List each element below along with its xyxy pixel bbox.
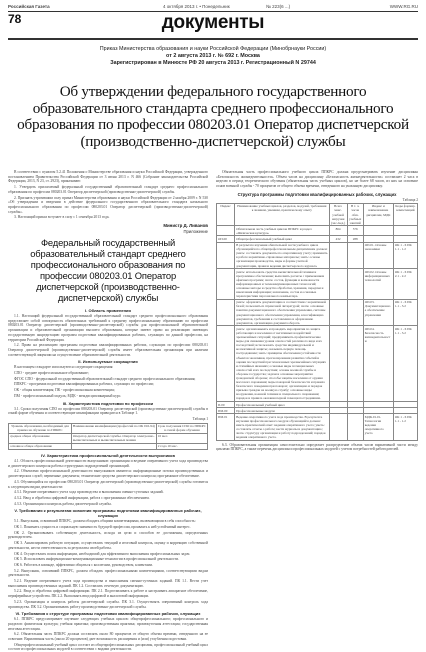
table-cell [363,226,393,236]
table-cell [217,242,235,269]
table-cell: П.00 [217,402,235,408]
table-cell [347,269,363,300]
table-1 [8,423,208,450]
paragraph: 4.3.1. Ведение оперативного учета хода производства и выполнения сменно-суточных заданий. [14,490,164,495]
table-cell [217,299,235,326]
paragraph: 4.3.2. Ввод и обработка цифровой информации, работа с программным обеспечением. [14,495,150,500]
table-row [217,226,418,236]
paragraph: 3.1. Сроки получения СПО по профессии 080203.01 Оператор диспетчерской (производственно-диспетчерской) службы в очной форме обучения и соответствующие квалификации приводятся в Таблице 1. [8,406,208,416]
right-column [216,170,418,594]
section-rule [8,38,418,40]
table-cell [329,269,347,300]
table-header-cell: Наименование учебных циклов, разделов, модулей, требования к знаниям, умениям, практическому опыту [235,203,329,225]
paragraph: Общепрофессиональный учебный цикл состоит из общепрофессиональных дисциплин, профессиональный учебный цикл состоит из профессиональных модулей в соответствии с видами деятельности. [8,642,208,652]
table-row [217,414,418,441]
table-row [217,242,418,269]
document-headline: Об утверждении федерального государственного образовательного стандарта среднего профессионального образования по профессии 080203.01 Оператор диспетчерской (производственно-диспетчерской) службы [17,83,409,150]
section-heading: III. Характеристика подготовки по профессии [62,400,154,406]
section-heading: II. Используемые сокращения [78,359,138,365]
paragraph: 4.3. Обучающийся по профессии 080203.01 Оператор диспетчерской (производственно-диспетчерской) службы готовится к следующим видам деятельности: [8,479,208,489]
right-tail-text [216,443,418,452]
table-cell [329,242,347,269]
paragraph: 5.2.1. Ведение оперативного учета хода производства и выполнения сменно-суточных заданий. ПК 1.1. Вести учет выполнения производственных заданий. ПК 1.2. Составлять отчетную документацию. [8,579,208,588]
table-row [217,326,418,402]
section-heading: V. Требования к результатам освоения программы подготовки квалифицированных рабочих, служащих [14,508,202,519]
table-cell: В результате изучения обязательной части учебного цикла обучающийся по общепрофессиональным дисциплинам должен: уметь: составлять документы по оперативному учету; применять в работе нормативно-справочные материалы; знать: основы организации производства, виды и формы учетной документации, правила ведения диспетчерского журнала. [236,243,328,268]
table-cell: 432 [329,236,347,242]
page-number: 78 [8,12,22,26]
minister-signature: Министр Д. Ливанов [163,223,208,229]
table-cell: Профессиональные модули [235,408,329,414]
table-cell: 864 [329,226,347,236]
table-cell: среднее общее образование [9,433,72,443]
table-cell: Оператор диспетчерской службы. Оператор электронно-вычислительных и вычислительных машин [72,434,155,443]
table-header-cell: Индекс [217,203,235,225]
table-cell: основное общее образование [9,443,72,449]
appendix-label [8,229,208,234]
paragraph: ОК 2. Организовывать собственную деятельность, исходя из цели и способов ее достижения, определенных руководителем. [8,530,208,540]
paragraph: ОК 4. Осуществлять поиск информации, необходимой для эффективного выполнения профессиональных задач. [14,551,191,556]
table2-title: Структура программы подготовки квалифицированных рабочих, служащих [237,191,397,197]
table-cell: 10 мес. [156,433,207,443]
table-cell [71,443,156,449]
paragraph: ФГОС СПО - федеральный государственный образовательный стандарт среднего профессионального образования; [14,376,196,381]
table-cell: 2 года 10 мес. [156,443,207,449]
paragraph: 2. Признать утратившим силу приказ Министерства образования и науки Российской Федерации от 2 ноября 2009 г. N 530 «Об утверждении и введении в действие федерального государственного образовательного стандарта начального профессионального образования по профессии 080203.01 Оператор диспетчерской (производственно-диспетчерской) службы». [8,195,208,214]
section-text [8,459,208,506]
table-row [217,299,418,326]
left-column [8,170,208,652]
standard-title: Федеральный государственный образовательный стандарт среднего профессионального образования по профессии 080203.01 Оператор диспетчерской (производственно-диспетчерской) службы [30,237,186,304]
appendix-title: Приложение [183,229,208,235]
paragraph: 5.1. Выпускник, освоивший ППКРС, должен обладать общими компетенциями, включающими в себя способность: [14,519,196,524]
section-heading: IV. Характеристика профессиональной деятельности выпускников [41,452,175,458]
table-cell [329,326,347,402]
table-cell: 576 [347,226,363,236]
paragraph: 5.2.2. Ввод и обработка цифровой информации. ПК 2.1. Подготавливать к работе и настраивать аппаратное обеспечение, периферийные устройства. ПК 2.2. Выполнять ввод цифровой и аналоговой информации. [8,589,208,599]
paragraph: В настоящем стандарте используются следующие сокращения: [14,365,114,370]
section-heading: VI. Требования к структуре программы подготовки квалифицированных рабочих, служащих [15,611,201,617]
table-cell [217,326,235,402]
section-text [8,314,208,357]
table-row [9,443,208,449]
table-cell [393,226,417,236]
order-block [40,46,386,67]
issue-number: № 223(6 ...) [266,4,291,9]
order-number: от 2 августа 2013 г. № 692 г. Москва [166,53,260,59]
paragraph: 4.2. Объектами профессиональной деятельности выпускников являются: информационные потоки производственных и диспетчерских служб; первичные документы; технические средства диспетчерского контроля; программное обеспечение. [8,469,208,479]
paragraph: 1.1. Настоящий федеральный государственный образовательный стандарт среднего профессионального образования представляет собой совокупность обязательных требований к среднему профессиональному образованию по профессии 080203.01 Оператор диспетчерской (производственно-диспетчерской) службы для профессиональной образовательной организации и образовательной организации высшего образования, которые имеют право на реализацию имеющих государственную аккредитацию программ подготовки квалифицированных рабочих, служащих по данной профессии, на территории Российской Федерации. [8,314,208,342]
paragraph: 4.3.3. Организация и контроль работы диспетчерской службы. [14,501,112,506]
table-cell: ОК 1 - 6 ПК 1.1 - 1.2 [393,242,417,269]
table-cell: МДК.01.01. Технология ведения оперативного учета [363,414,393,441]
paragraph: 6.2. Обязательная часть ППКРС должна составлять около 80 процентов от общего объема времени, отведенного на ее освоение. Вариативная часть (около 20 процентов) дает возможность расширения и (или) углубления подготовки. [8,632,208,642]
table1-caption: Таблица 1 [192,416,208,421]
table-header-cell: Всего макс. учебной нагрузки (час./нед.) [330,204,346,225]
paragraph: ОК 5. Использовать информационно-коммуникационные технологии в профессиональной деятельности. [14,557,180,562]
table-cell: 288 [347,236,363,242]
paragraph: 4.1. Область профессиональной деятельности выпускников: организация и ведение оперативного учета хода производства и диспетчерского контроля работы структурных подразделений организаций. [8,458,208,468]
section-heading: I. Область применения [85,308,131,314]
paragraph: 1.2. Право на реализацию программы подготовки квалифицированных рабочих, служащих по профессии 080203.01 Оператор диспетчерской (производственно-диспетчерской) службы имеет образовательная организация при наличии соответствующей лицензии на осуществление образовательной деятельности. [8,343,208,357]
section-text [8,407,208,416]
newspaper-name: Российская Газета [8,4,50,9]
paragraph: ППКРС - программа подготовки квалифицированных рабочих, служащих по профессии; [14,382,154,387]
table-cell: ПМ.01 [217,414,235,441]
table-header-cell: Уровень образования, необходимый для приема на обучение по ППКРС [9,423,72,433]
section-text [8,519,208,609]
table-cell [329,414,347,441]
paragraph: 3. Настоящий приказ вступает в силу с 1 сентября 2013 года. [14,215,110,220]
table-cell: уметь: использовать средства вычислительной техники и программное обеспечение; выполнять расчеты с применением офисных программ; знать: состав, функции и возможности информационных и телекоммуникационных технологий; основные методы и средства обработки, хранения, передачи и накопления информации; назначение, состав и основные характеристики персонального компьютера. [235,269,329,300]
table-cell: ОП.00 [217,236,235,242]
paragraph: 6.3. Образовательная организация самостоятельно определяет распределение объема часов вариативной части между циклами ППКРС, а также перечень дисциплин и профессиональных модулей с учетом потребностей работодателей. [216,442,418,452]
section-title: документы [161,12,265,33]
table-header-row [217,203,418,225]
table-cell: ПМ.00 [217,408,235,414]
table-cell: Ведение оперативного учета хода производства. В результате изучения профессионального модуля обучающийся должен: иметь практический опыт: ведения оперативного учета; уметь: составлять отчеты о работе; вести журналы и документацию; знать: структуру организации и работу подразделений; порядок ведения оперативного учета. [235,414,329,441]
table-header-cell: В т. ч. часов обяз. учебных занятий [349,204,362,225]
table-header-cell: Коды формир. компетенций [393,203,417,225]
table-cell: ОП.02. Основы информационных технологий [363,269,393,300]
section-text [8,365,208,398]
site-url[interactable]: WWW.RG.RU [389,4,418,9]
paragraph: ОК - общая компетенция; ПК - профессиональная компетенция; [14,388,115,393]
table-cell: ОП.01. Основы экономики [363,242,393,269]
paragraph: 6.1. ППКРС предусматривает изучение следующих учебных циклов: общепрофессионального; профессионального и разделов: физическая культура; учебная практика; производственная практика; промежуточная аттестация; государственная итоговая аттестация. [8,617,208,631]
table-row [217,269,418,300]
table-header-row [9,423,208,433]
order-registration: Зарегистрирован в Минюсте РФ 20 августа 2013 г. Регистрационный N 29744 [110,60,316,66]
table-cell: ОК 1 - 6 ПК 1.1 - 1.2 [393,414,417,441]
order-issuer: Приказ Министерства образования и науки Российской Федерации (Минобрнауки России) [99,46,327,52]
table-header-cell: Индекс и наименование дисциплин, МДК [363,203,393,225]
paragraph: 1. Утвердить прилагаемый федеральный государственный образовательный стандарт среднего профессионального образования по профессии 080203.01 Оператор диспетчерской (производственно-диспетчерской) службы. [8,185,208,194]
table-cell: уметь: организовывать и проводить мероприятия по защите работающих и населения от негативных воздействий чрезвычайных ситуаций; предпринимать профилактические меры для снижения уровня опасностей различного вида и их последствий; использовать средства индивидуальной и коллективной защиты; оказывать первую помощь пострадавшим; знать: принципы обеспечения устойчивости объектов экономики, прогнозирования развития событий и оценки последствий при техногенных чрезвычайных ситуациях и стихийных явлениях; основные виды потенциальных опасностей и их последствия; основы военной службы и обороны государства; задачи и основные мероприятия гражданской обороны; способы защиты населения от оружия массового поражения; меры пожарной безопасности и правила безопасного поведения при пожарах; организацию и порядок призыва граждан на военную службу; основные виды вооружения, военной техники и специального снаряжения; порядок и правила оказания первой помощи пострадавшим. [235,326,329,402]
table-cell [347,242,363,269]
table-cell [347,414,363,441]
table-cell: Профессиональный учебный цикл [235,402,329,408]
paragraph: ОК 3. Анализировать рабочую ситуацию, осуществлять текущий и итоговый контроль, оценку и коррекцию собственной деятельности, нести ответственность за результаты своей работы. [8,541,208,550]
paragraph: СПО - среднее профессиональное образование; [14,371,89,376]
right-intro-text [216,170,418,189]
paragraph: 5.2. Выпускник, освоивший ППКРС, должен обладать профессиональными компетенциями, соответствующими видам деятельности. [8,568,208,578]
paragraph: ПМ - профессиональный модуль; МДК - междисциплинарный курс. [14,393,122,398]
table2-caption: Таблица 2 [402,197,418,202]
table-cell: ОК 1 - 6 ПК 1.1 - 3.2 [393,326,417,402]
table-cell [217,269,235,300]
table-cell [217,226,235,236]
table-cell: ОП.03. Документационное обеспечение управления [363,299,393,326]
paragraph: ОК 1. Понимать сущность и социальную значимость будущей профессии, проявлять к ней устойчивый интерес. [14,525,191,530]
table-cell: уметь: оформлять документацию в соответствии с нормативной базой; пользоваться справочной литературой; знать: основные понятия документационного обеспечения управления, системы документационного обеспечения управления, классификацию документов, требования к составлению и оформлению документов, организацию документооборота. [235,299,329,326]
table-2 [216,203,418,441]
paragraph: ОК 6. Работать в команде, эффективно общаться с коллегами, руководством, клиентами. [14,562,153,567]
section-text [8,617,208,652]
table-header-cell: Наименование квалификации (профессий по ОК 016-94) [71,423,156,433]
intro-text [8,170,208,220]
table-cell: ОП.04. Безопасность жизнедеятельности [363,326,393,402]
table-cell [347,326,363,402]
table-cell: Обязательная часть учебных циклов ППКРС и раздел «Физическая культура» [235,226,329,236]
table-header-cell: Срок получения СПО по ППКРС в очной форме обучения [157,424,206,433]
table-cell: ОК 1 - 6 ПК 2.1 - 2.2 [393,269,417,300]
table-cell [347,299,363,326]
table-body [9,433,208,449]
table-cell [329,299,347,326]
table-cell: Общепрофессиональный учебный цикл [235,236,329,242]
issue-date: 4 октября 2013 г. • Понедельник [163,4,230,9]
paragraph: Обязательная часть профессионального учебного цикла ППКРС должна предусматривать изучение дисциплины «Безопасность жизнедеятельности». Объем часов на дисциплину «Безопасность жизнедеятельности» составляет 2 часа в неделю в период теоретического обучения (обязательная часть учебных циклов), но не более 68 часов, из них на освоение основ военной службы - 70 процентов от общего объема времени, отведенного на указанную дисциплину. [216,170,418,189]
table-body [217,226,418,441]
table-cell: ОК 1 - 6 ПК 1.1 - 3.2 [393,299,417,326]
paragraph: В соответствии с пунктом 5.2.41 Положения о Министерстве образования и науки Российской Федерации, утвержденного постановлением Правительства Российской Федерации от 3 июня 2013 г. N 466 (Собрание законодательства Российской Федерации, 2013, N 23, ст. 2923), приказываю: [8,170,208,184]
paragraph: 5.2.3. Организация и контроль работы диспетчерской службы. ПК 3.1. Осуществлять оперативный контроль хода производства. ПК 3.2. Организовывать работу производственно-диспетчерской службы. [8,599,208,609]
table-row [9,433,208,443]
